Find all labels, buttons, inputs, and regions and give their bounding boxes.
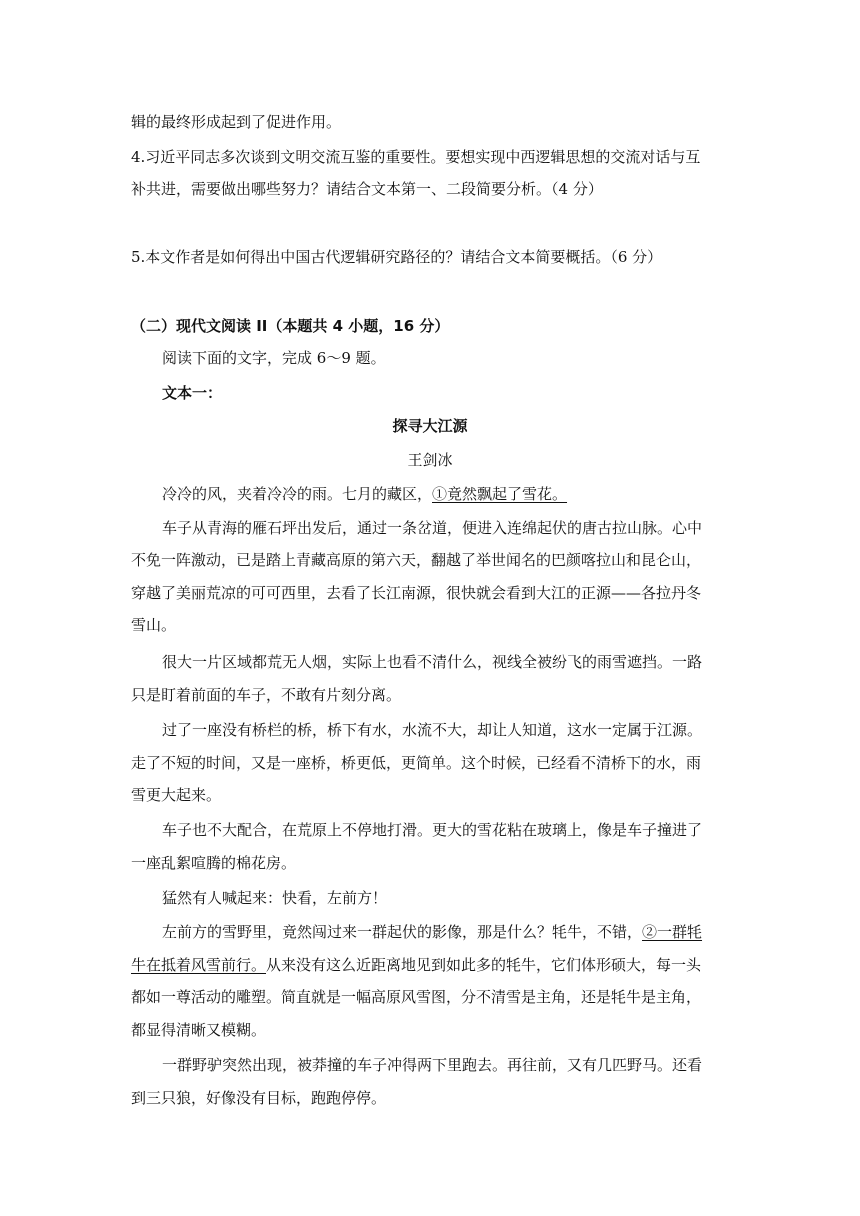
article-author: 王剑冰 [407, 451, 453, 469]
paragraph-7-line-1 [162, 922, 702, 942]
paragraph-8-line-2: 到三只狼，好像没有目标，跑跑停停。 [131, 1089, 387, 1107]
question-5: 5.本文作者是如何得出中国古代逻辑研究路径的？请结合文本简要概括。（6 分） [131, 248, 663, 266]
paragraph-6: 猛然有人喊起来：快看，左前方！ [162, 889, 388, 907]
paragraph-7-line-2 [131, 955, 701, 975]
question-4-line-2: 补共进，需要做出哪些努力？请结合文本第一、二段简要分析。（4 分） [131, 180, 603, 198]
underlined-phrase-2-end: 牛在抵着风雪前行。 [131, 956, 267, 974]
paragraph-7-line-3: 都如一尊活动的雕塑。简直就是一幅高原风雪图，分不清雪是主角，还是牦牛是主角， [131, 988, 702, 1006]
paragraph-4-line-1: 过了一座没有桥栏的桥，桥下有水，水流不大，却让人知道，这水一定属于江源。 [162, 721, 703, 739]
underlined-phrase-1: ①竟然飘起了雪花。 [432, 485, 568, 503]
paragraph-3-line-2: 只是盯着前面的车子，不敢有片刻分离。 [131, 686, 402, 704]
question-4-line-1: 4.习近平同志多次谈到文明交流互鉴的重要性。要想实现中西逻辑思想的交流对话与互 [131, 148, 701, 166]
paragraph-2-line-4: 雪山。 [131, 616, 177, 634]
paragraph-1-text: 冷冷的风，夹着冷冷的雨。七月的藏区， [162, 485, 433, 503]
paragraph-7-line-4: 都显得清晰又模糊。 [131, 1021, 267, 1039]
paragraph-2-line-2: 不免一阵激动，已是踏上青藏高原的第六天，翻越了举世闻名的巴颜喀拉山和昆仑山， [131, 551, 702, 569]
section-heading: （二）现代文阅读 II（本题共 4 小题，16 分） [131, 317, 450, 335]
paragraph-5-line-2: 一座乱絮喧腾的棉花房。 [131, 854, 297, 872]
paragraph-1 [162, 484, 567, 504]
previous-text-fragment: 辑的最终形成起到了促进作用。 [131, 113, 342, 131]
paragraph-8-line-1: 一群野驴突然出现，被莽撞的车子冲得两下里跑去。再往前，又有几匹野马。还看 [162, 1056, 703, 1074]
paragraph-4-line-2: 走了不短的时间，又是一座桥，桥更低，更简单。这个时候，已经看不清桥下的水，雨 [131, 754, 702, 772]
text-one-label: 文本一： [162, 384, 223, 402]
paragraph-5-line-1: 车子也不大配合，在荒原上不停地打滑。更大的雪花粘在玻璃上，像是车子撞进了 [162, 821, 703, 839]
paragraph-7-text-cont: 从来没有这么近距离地见到如此多的牦牛，它们体形硕大，每一头 [266, 956, 702, 974]
paragraph-2-line-1: 车子从青海的雁石坪出发后，通过一条岔道，便进入连绵起伏的唐古拉山脉。心中 [162, 519, 703, 537]
paragraph-2-line-3: 穿越了美丽荒凉的可可西里，去看了长江南源，很快就会看到大江的正源——各拉丹冬 [131, 584, 702, 602]
paragraph-7-text: 左前方的雪野里，竟然闯过来一群起伏的影像，那是什么？牦牛，不错， [162, 923, 643, 941]
reading-instruction: 阅读下面的文字，完成 6～9 题。 [162, 349, 386, 367]
paragraph-3-line-1: 很大一片区域都荒无人烟，实际上也看不清什么，视线全被纷飞的雨雪遮挡。一路 [162, 653, 703, 671]
article-title: 探寻大江源 [392, 417, 468, 435]
underlined-phrase-2-start: ②一群牦 [642, 923, 703, 941]
paragraph-4-line-3: 雪更大起来。 [131, 786, 222, 804]
